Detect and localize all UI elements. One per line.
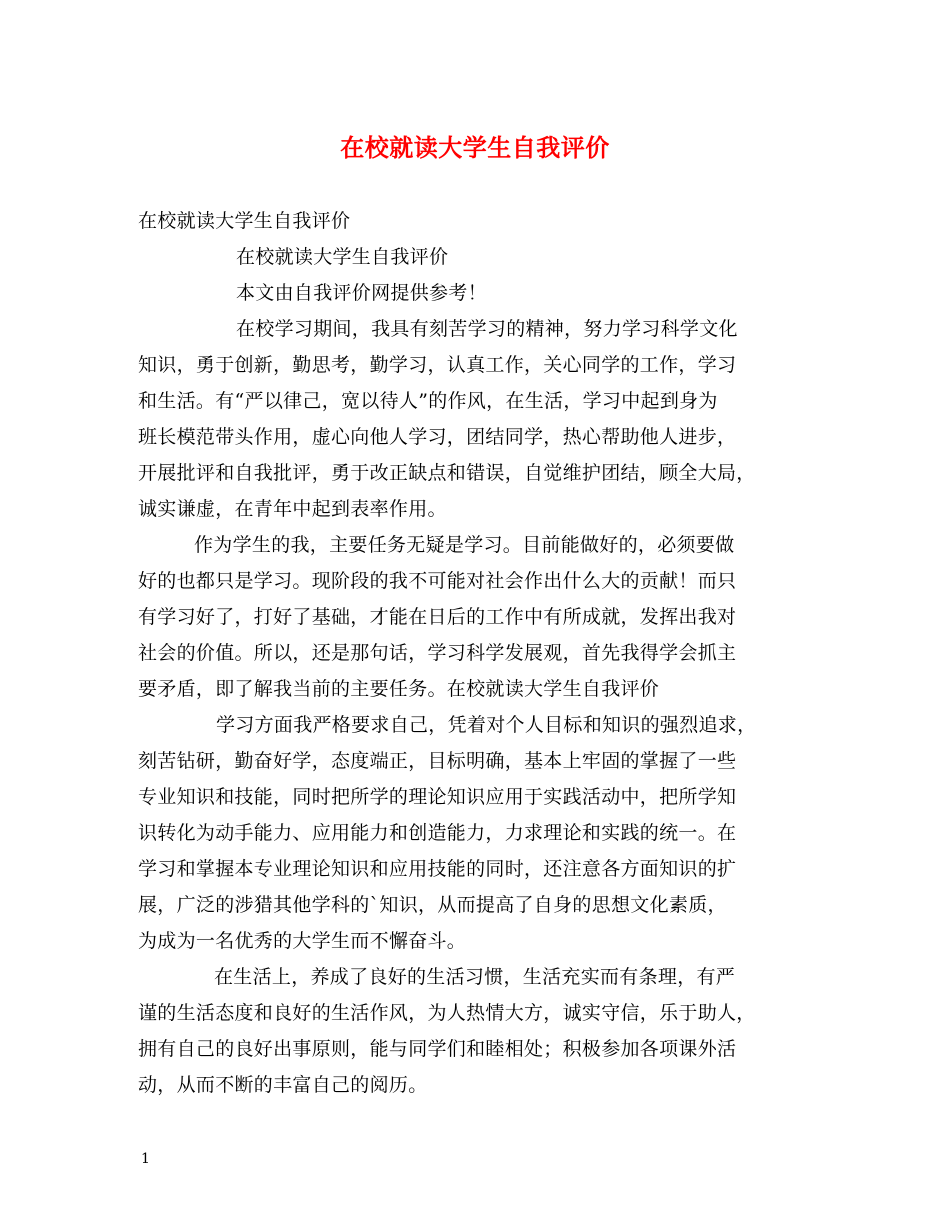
text-line: 班长模范带头作用，虚心向他人学习，团结同学，热心帮助他人进步， bbox=[138, 426, 737, 448]
text-line: 在校就读大学生自我评价 bbox=[138, 210, 351, 232]
document-body bbox=[138, 203, 828, 1103]
text-line: 社会的价值。所以，还是那句话，学习科学发展观，首先我得学会抓主 bbox=[138, 642, 737, 664]
text-line: 刻苦钻研，勤奋好学，态度端正，目标明确，基本上牢固的掌握了一些 bbox=[138, 750, 737, 772]
paragraph-first-line: 在生活上，养成了良好的生活习惯，生活充实而有条理，有严 bbox=[214, 966, 736, 988]
text-line: 好的也都只是学习。现阶段的我不可能对社会作出什么大的贡献！而只 bbox=[138, 570, 737, 592]
text-line: 为成为一名优秀的大学生而不懈奋斗。 bbox=[138, 930, 467, 952]
paragraph-first-line: 学习方面我严格要求自己，凭着对个人目标和知识的强烈追求， bbox=[216, 714, 757, 736]
text-line: 谨的生活态度和良好的生活作风，为人热情大方，诚实守信，乐于助人， bbox=[138, 1002, 756, 1024]
text-line: 学习和掌握本专业理论知识和应用技能的同时，还注意各方面知识的扩 bbox=[138, 858, 737, 880]
text-line: 有学习好了，打好了基础，才能在日后的工作中有所成就，发挥出我对 bbox=[138, 606, 737, 628]
text-line: 开展批评和自我批评，勇于改正缺点和错误，自觉维护团结，顾全大局， bbox=[138, 462, 756, 484]
text-line: 诚实谦虚，在青年中起到表率作用。 bbox=[138, 498, 447, 520]
text-line: 和生活。有“严以律己，宽以待人”的作风，在生活，学习中起到身为 bbox=[138, 390, 718, 412]
text-line: 本文由自我评价网提供参考！ bbox=[236, 282, 487, 304]
paragraph-first-line: 在校学习期间，我具有刻苦学习的精神，努力学习科学文化 bbox=[236, 318, 738, 340]
text-line: 专业知识和技能，同时把所学的理论知识应用于实践活动中，把所学知 bbox=[138, 786, 737, 808]
text-line: 知识，勇于创新，勤思考，勤学习，认真工作，关心同学的工作，学习 bbox=[138, 354, 737, 376]
paragraph-first-line: 作为学生的我，主要任务无疑是学习。目前能做好的，必须要做 bbox=[194, 534, 735, 556]
page-number: 1 bbox=[141, 1151, 150, 1167]
text-line: 要矛盾，即了解我当前的主要任务。在校就读大学生自我评价 bbox=[138, 678, 660, 700]
text-line: 动，从而不断的丰富自己的阅历。 bbox=[138, 1074, 428, 1096]
text-line: 在校就读大学生自我评价 bbox=[236, 246, 449, 268]
document-title: 在校就读大学生自我评价 bbox=[340, 133, 610, 162]
text-line: 拥有自己的良好出事原则，能与同学们和睦相处；积极参加各项课外活 bbox=[138, 1038, 737, 1060]
text-line: 展，广泛的涉猎其他学科的`知识，从而提高了自身的思想文化素质， bbox=[138, 894, 727, 916]
text-line: 识转化为动手能力、应用能力和创造能力，力求理论和实践的统一。在 bbox=[138, 822, 737, 844]
